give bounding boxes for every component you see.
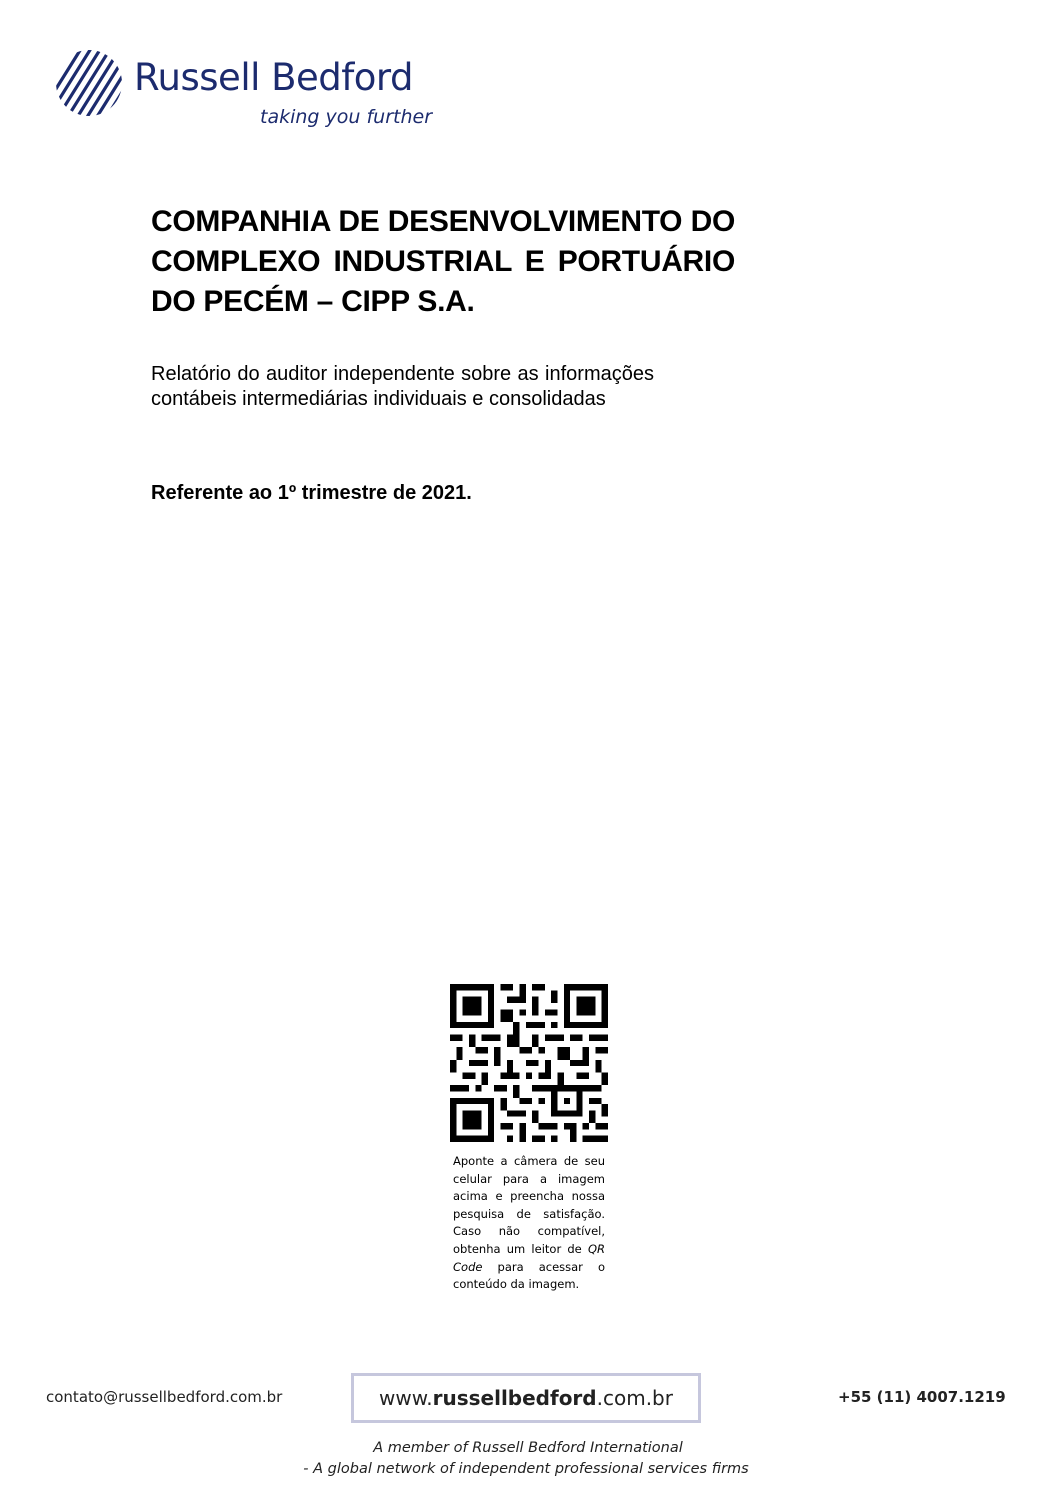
brand-tagline: taking you further <box>260 106 433 128</box>
website-domain: russellbedford <box>432 1386 597 1410</box>
qr-caption <box>453 1153 605 1294</box>
website-prefix: www. <box>379 1386 433 1410</box>
footer-member-line-2: - A global network of independent professional services firms <box>303 1461 749 1477</box>
qr-code-icon <box>450 984 608 1142</box>
document-subtitle: Relatório do auditor independente sobre as informações contábeis intermediárias individuais e consolidadas <box>151 363 654 410</box>
footer-member-line-1: A member of Russell Bedford International <box>373 1440 683 1456</box>
footer-website-link[interactable] <box>351 1373 701 1423</box>
footer-email-link[interactable]: contato@russellbedford.com.br <box>46 1388 283 1406</box>
qr-caption-end: para acessar o conteúdo da imagem. <box>453 1259 605 1292</box>
qr-caption-italic: QR Code <box>453 1241 605 1274</box>
brand-name: Russell Bedford <box>134 56 413 99</box>
footer-phone: +55 (11) 4007.1219 <box>838 1388 1006 1406</box>
document-title: COMPANHIA DE DESENVOLVIMENTO DO COMPLEXO INDUSTRIAL E PORTUÁRIO DO PECÉM – CIPP S.A. <box>151 205 735 318</box>
document-period: Referente ao 1º trimestre de 2021. <box>151 482 472 504</box>
qr-caption-start: Aponte a câmera de seu celular para a imagem acima e preencha nossa pesquisa de satisfação. Caso não compatível, obtenha um leitor de <box>453 1154 605 1256</box>
russell-bedford-logo-icon <box>54 48 124 118</box>
website-suffix: .com.br <box>596 1386 673 1410</box>
brand-logo <box>54 46 434 136</box>
